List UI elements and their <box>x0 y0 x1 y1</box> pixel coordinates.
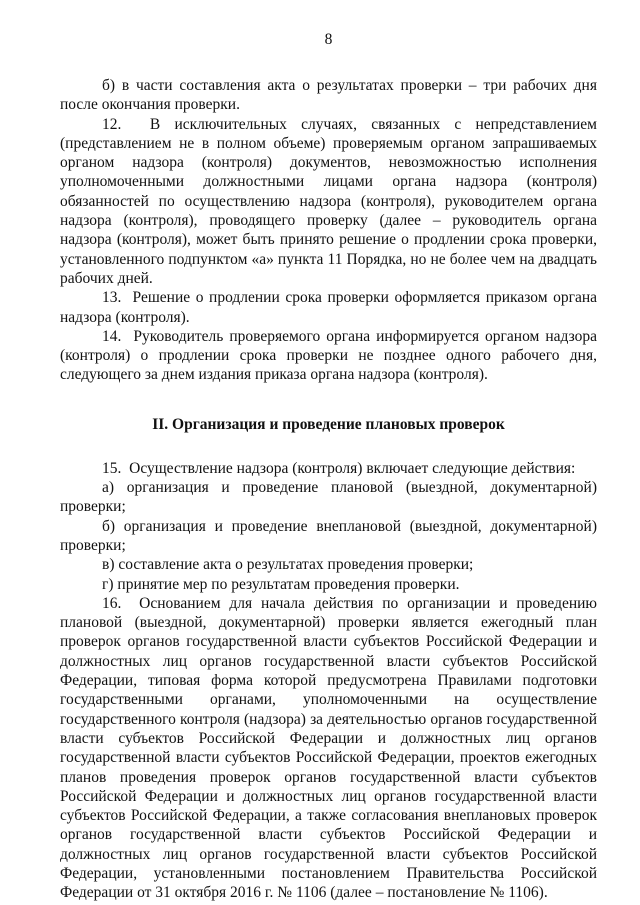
page-number: 8 <box>324 31 333 48</box>
paragraph-15c: в) составление акта о результатах проведения проверки; <box>102 556 474 574</box>
paragraph-13: 13. Решение о продлении срока проверки оформляется приказом органа надзора (контроля). <box>60 289 597 326</box>
paragraph-15b: б) организация и проведение внеплановой (выездной, документарной) проверки; <box>60 517 597 554</box>
paragraph-12: 12. В исключительных случаях, связанных с непредставлением (представлением не в полном объеме) проверяемым органом запрашиваемых органом надзора (контроля) документов, невозможностью исполнения уполномоченными должностными лицами органа надзора (контроля) обязанностей по осуществлению надзора (контроля), руководителем органа надзора (контроля), проводящего проверку (далее – руководитель органа надзора (контроля), может быть принято решение о продлении срока проверки, установленного подпунктом «а» пункта 11 Порядка, но не более чем на двадцать рабочих дней. <box>60 115 597 287</box>
paragraph-15: 15. Осуществление надзора (контроля) включает следующие действия: <box>102 459 576 477</box>
section-heading: II. Организация и проведение плановых проверок <box>152 415 505 433</box>
paragraph-11b: б) в части составления акта о результатах проверки – три рабочих дня после окончания проверки. <box>60 77 597 114</box>
document-page <box>60 30 597 903</box>
paragraph-15a: а) организация и проведение плановой (выездной, документарной) проверки; <box>60 479 597 516</box>
paragraph-14: 14. Руководитель проверяемого органа информируется органом надзора (контроля) о продлении срока проверки не позднее одного рабочего дня, следующего за днем издания приказа органа надзора (контроля). <box>60 327 597 384</box>
paragraph-15d: г) принятие мер по результатам проведения проверки. <box>102 575 460 593</box>
paragraph-16: 16. Основанием для начала действия по организации и проведению плановой (выездной, документарной) проверки является ежегодный план проверок органов государственной власти субъектов Российской Федерации и должностных лиц органов государственной власти субъектов Российской Федерации, типовая форма которой предусмотрена Правилами подготовки государственными органами, уполномоченными на осуществление государственного контроля (надзора) за деятельностью органов государственной власти субъектов Российской Федерации и должностных лиц органов государственной власти субъектов Российской Федерации, проектов ежегодных планов проведения проверок органов государственной власти субъектов Российской Федерации и должностных лиц органов государственной власти субъектов Российской Федерации, а также согласования внеплановых проверок органов государственной власти субъектов Российской Федерации и должностных лиц органов государственной власти субъектов Российской Федерации, установленными постановлением Правительства Российской Федерации от 31 октября 2016 г. № 1106 (далее – постановление № 1106). <box>60 594 597 902</box>
